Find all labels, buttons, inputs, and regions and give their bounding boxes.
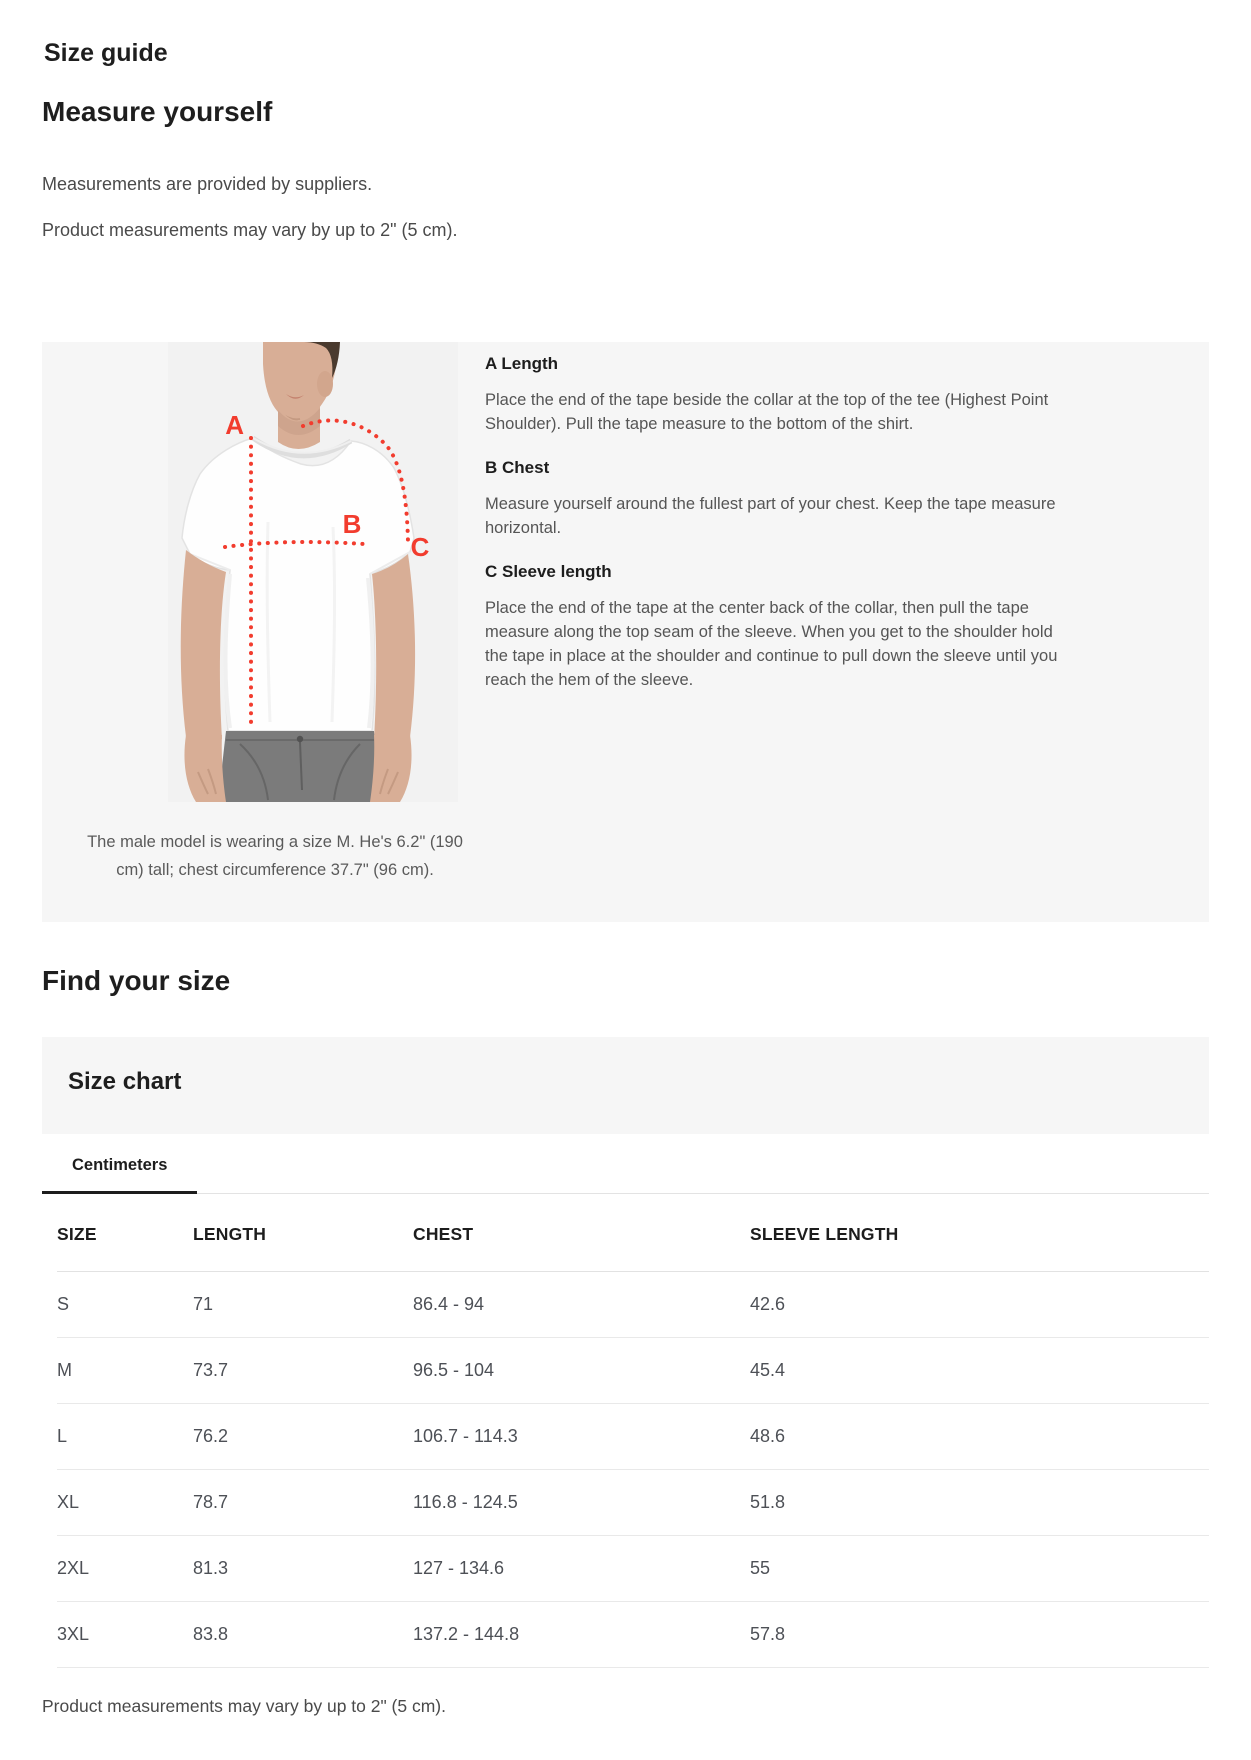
variance-note: Product measurements may vary by up to 2" (5 cm). xyxy=(42,220,458,240)
cell-sleeve: 51.8 xyxy=(750,1470,1209,1536)
cell-length: 81.3 xyxy=(193,1536,413,1602)
col-header-size: SIZE xyxy=(57,1194,193,1272)
unit-tabs xyxy=(42,1134,1209,1194)
cell-chest: 137.2 - 144.8 xyxy=(413,1602,750,1668)
chart-footnote: Product measurements may vary by up to 2" (5 cm). xyxy=(42,1696,446,1716)
model-right-arm xyxy=(372,554,415,739)
cell-size: XL xyxy=(57,1470,193,1536)
col-header-sleeve-length: SLEEVE LENGTH xyxy=(750,1194,1209,1272)
table-row-3xl xyxy=(57,1602,1209,1668)
cell-chest: 96.5 - 104 xyxy=(413,1338,750,1404)
size-chart-header xyxy=(42,1037,1209,1134)
instruction-label-sleeve: C Sleeve length xyxy=(485,562,612,581)
cell-size: S xyxy=(57,1272,193,1338)
model-photo xyxy=(168,342,458,802)
col-header-chest: CHEST xyxy=(413,1194,750,1272)
cell-length: 71 xyxy=(193,1272,413,1338)
cell-size: 3XL xyxy=(57,1602,193,1668)
table-row-s xyxy=(57,1272,1209,1338)
measurement-instructions xyxy=(485,342,1085,922)
model-caption: The male model is wearing a size M. He's 6.2" (190 cm) tall; chest circumference 37.7" (96 cm). xyxy=(87,833,463,879)
cell-chest: 116.8 - 124.5 xyxy=(413,1470,750,1536)
diagram-column xyxy=(42,342,485,922)
model-left-arm xyxy=(181,550,226,739)
cell-chest: 127 - 134.6 xyxy=(413,1536,750,1602)
page-title: Size guide xyxy=(44,39,168,67)
cell-size: M xyxy=(57,1338,193,1404)
cell-length: 76.2 xyxy=(193,1404,413,1470)
cell-chest: 86.4 - 94 xyxy=(413,1272,750,1338)
marker-a: A xyxy=(225,410,244,440)
table-row-l xyxy=(57,1404,1209,1470)
tab-centimeters[interactable]: Centimeters xyxy=(42,1134,197,1194)
marker-c: C xyxy=(410,532,430,562)
size-chart-table xyxy=(57,1194,1209,1668)
cell-chest: 106.7 - 114.3 xyxy=(413,1404,750,1470)
instruction-text-length: Place the end of the tape beside the collar at the top of the tee (Highest Point Shoulder). Pull the tape measure to the bottom of the shirt. xyxy=(485,391,1049,433)
table-row-xl xyxy=(57,1470,1209,1536)
table-header-row xyxy=(57,1194,1209,1272)
marker-b: B xyxy=(342,509,362,539)
measure-yourself-heading: Measure yourself xyxy=(42,96,273,127)
cell-size: 2XL xyxy=(57,1536,193,1602)
instruction-text-sleeve: Place the end of the tape at the center back of the collar, then pull the tape measure along the top seam of the sleeve. When you get to the shoulder hold the tape in place at the shoulder and continue to pull down the sleeve until you reach the hem of the sleeve. xyxy=(485,599,1058,689)
instruction-label-chest: B Chest xyxy=(485,458,550,477)
cell-sleeve: 57.8 xyxy=(750,1602,1209,1668)
col-header-length: LENGTH xyxy=(193,1194,413,1272)
cell-sleeve: 55 xyxy=(750,1536,1209,1602)
cell-sleeve: 42.6 xyxy=(750,1272,1209,1338)
cell-length: 73.7 xyxy=(193,1338,413,1404)
size-chart-title: Size chart xyxy=(68,1068,182,1095)
size-chart-section xyxy=(42,1037,1209,1717)
cell-length: 83.8 xyxy=(193,1602,413,1668)
table-row-m xyxy=(57,1338,1209,1404)
measurement-diagram xyxy=(168,342,458,802)
table-row-2xl xyxy=(57,1536,1209,1602)
find-your-size-heading: Find your size xyxy=(42,965,231,996)
cell-length: 78.7 xyxy=(193,1470,413,1536)
instruction-label-length: A Length xyxy=(485,354,559,373)
measure-panel xyxy=(42,342,1209,922)
cell-sleeve: 45.4 xyxy=(750,1338,1209,1404)
cell-size: L xyxy=(57,1404,193,1470)
cell-sleeve: 48.6 xyxy=(750,1404,1209,1470)
instruction-text-chest: Measure yourself around the fullest part of your chest. Keep the tape measure horizontal. xyxy=(485,495,1056,537)
suppliers-note: Measurements are provided by suppliers. xyxy=(42,174,373,194)
